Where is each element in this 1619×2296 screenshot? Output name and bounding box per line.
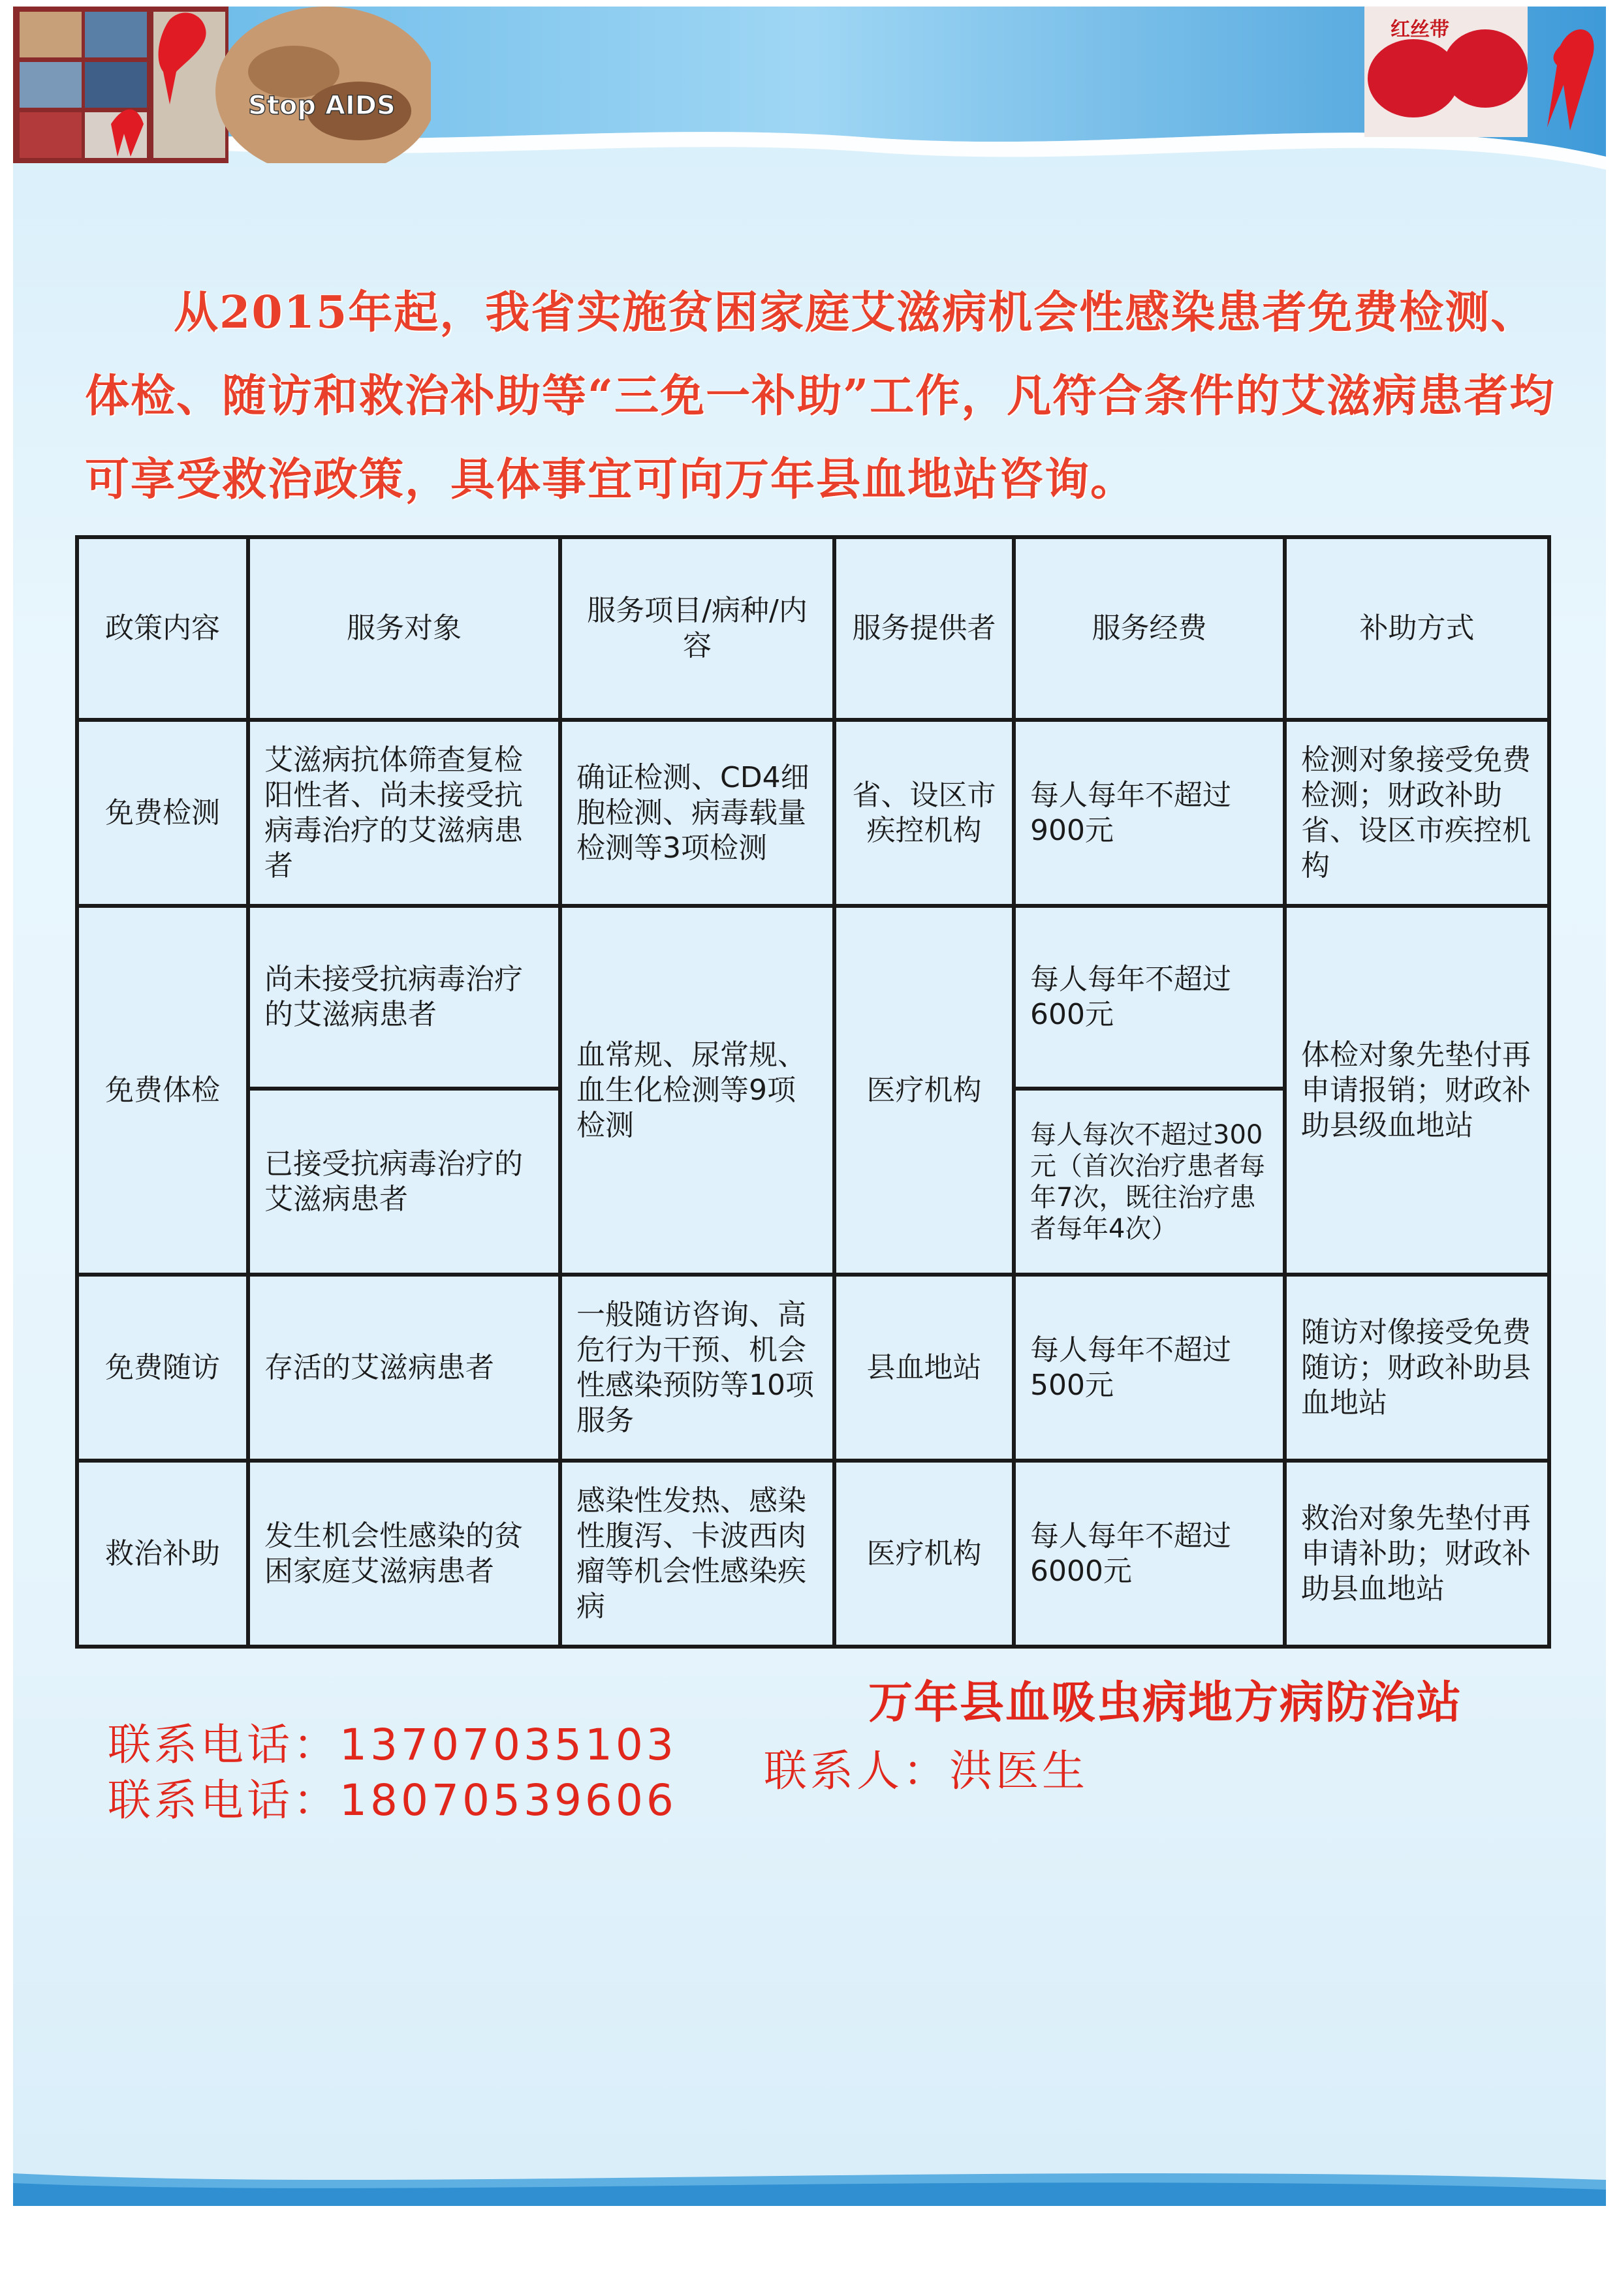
header-subsidy: 补助方式 — [1285, 537, 1549, 720]
cell-policy: 免费体检 — [77, 906, 248, 1275]
table-row-free-followup — [77, 1275, 1549, 1461]
cell-items: 一般随访咨询、高危行为干预、机会性感染预防等10项服务 — [560, 1275, 834, 1461]
cell-provider: 医疗机构 — [834, 1461, 1014, 1647]
cell-target: 发生机会性感染的贫困家庭艾滋病患者 — [248, 1461, 560, 1647]
cell-cost: 每人每次不超过300元（首次治疗患者每年7次，既往治疗患者每年4次） — [1014, 1089, 1285, 1275]
cell-policy: 免费随访 — [77, 1275, 248, 1461]
cell-subsidy: 随访对像接受免费随访；财政补助县血地站 — [1285, 1275, 1549, 1461]
policy-table — [75, 535, 1551, 1649]
header-items: 服务项目/病种/内容 — [560, 537, 834, 720]
contact-phone-1: 联系电话：13707035103 — [108, 1720, 677, 1770]
contact-phone-2: 联系电话：18070539606 — [108, 1775, 677, 1825]
stop-aids-label: Stop AIDS — [248, 91, 396, 121]
cell-subsidy: 体检对象先垫付再申请报销；财政补助县级血地站 — [1285, 906, 1549, 1275]
bottom-wave — [13, 2134, 1606, 2206]
cell-provider: 省、设区市疾控机构 — [834, 720, 1014, 906]
cell-policy: 救治补助 — [77, 1461, 248, 1647]
cell-provider: 医疗机构 — [834, 906, 1014, 1275]
cell-cost: 每人每年不超过600元 — [1014, 906, 1285, 1089]
cell-subsidy: 救治对象先垫付再申请补助；财政补助县血地站 — [1285, 1461, 1549, 1647]
cell-target: 艾滋病抗体筛查复检阳性者、尚未接受抗病毒治疗的艾滋病患者 — [248, 720, 560, 906]
cell-target: 存活的艾滋病患者 — [248, 1275, 560, 1461]
header-policy: 政策内容 — [77, 537, 248, 720]
cell-policy: 免费检测 — [77, 720, 248, 906]
contact-person: 联系人：洪医生 — [764, 1746, 1088, 1796]
organization-name: 万年县血吸虫病地方病防治站 — [868, 1677, 1463, 1729]
red-ribbon-photo — [1351, 7, 1606, 144]
cell-items: 确证检测、CD4细胞检测、病毒载量检测等3项检测 — [560, 720, 834, 906]
header-cost: 服务经费 — [1014, 537, 1285, 720]
poster — [13, 7, 1606, 2206]
table-row-treatment-subsidy — [77, 1461, 1549, 1647]
cell-items: 感染性发热、感染性腹泻、卡波西肉瘤等机会性感染疾病 — [560, 1461, 834, 1647]
header-target: 服务对象 — [248, 537, 560, 720]
cell-cost: 每人每年不超过6000元 — [1014, 1461, 1285, 1647]
cell-target: 尚未接受抗病毒治疗的艾滋病患者 — [248, 906, 560, 1089]
table-header-row — [77, 537, 1549, 720]
cell-cost: 每人每年不超过500元 — [1014, 1275, 1285, 1461]
aids-awareness-photo-collage — [13, 7, 431, 163]
table-row-free-exam — [77, 906, 1549, 1089]
cell-items: 血常规、尿常规、血生化检测等9项检测 — [560, 906, 834, 1275]
table-row-free-testing — [77, 720, 1549, 906]
cell-provider: 县血地站 — [834, 1275, 1014, 1461]
cell-cost: 每人每年不超过900元 — [1014, 720, 1285, 906]
cell-subsidy: 检测对象接受免费检测；财政补助省、设区市疾控机构 — [1285, 720, 1549, 906]
cell-target: 已接受抗病毒治疗的艾滋病患者 — [248, 1089, 560, 1275]
intro-paragraph: 从2015年起，我省实施贫困家庭艾滋病机会性感染患者免费检测、体检、随访和救治补助等“三免一补助”工作，凡符合条件的艾滋病患者均可享受救治政策，具体事宜可向万年县血地站咨询。 — [85, 287, 1556, 506]
red-ribbon-label: 红丝带 — [1391, 18, 1449, 41]
header-provider: 服务提供者 — [834, 537, 1014, 720]
